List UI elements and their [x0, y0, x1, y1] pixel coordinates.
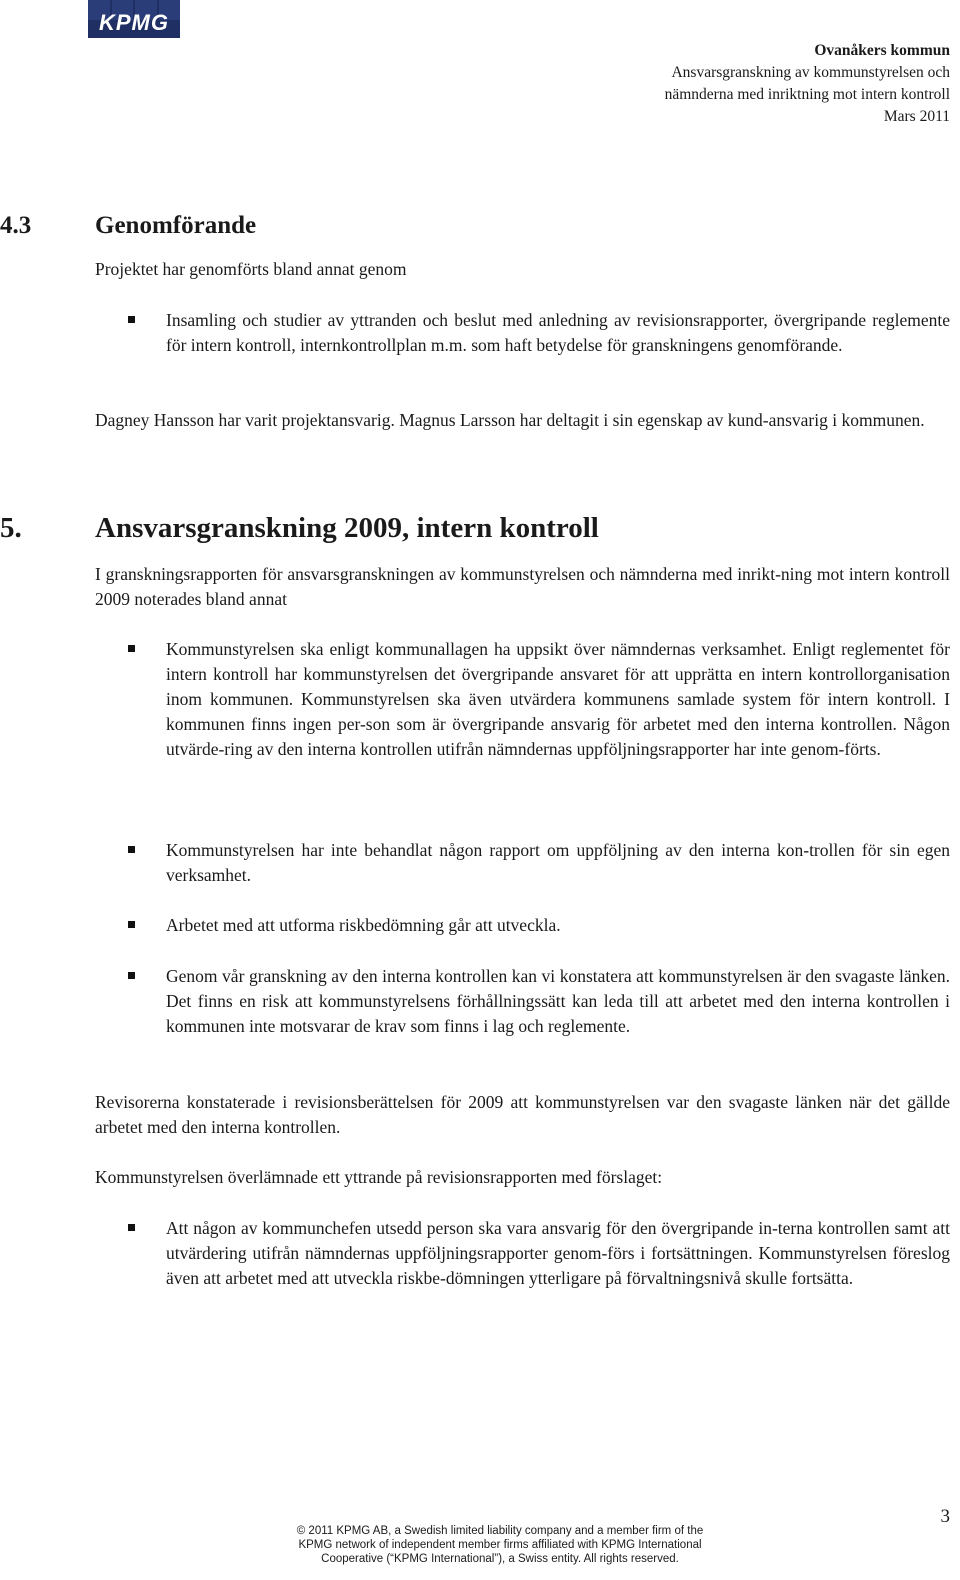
bullet-square-icon [128, 846, 135, 853]
bullet-square-icon [128, 316, 135, 323]
bullet-item [128, 964, 950, 1039]
section-5-handover: Kommunstyrelsen överlämnade ett yttrande på revisionsrapporten med förslaget: [95, 1167, 663, 1187]
section-5-revisors: Revisorerna konstaterade i revisionsberättelsen för 2009 att kommunstyrelsen var den svagaste länken när det gällde arbetet med den interna kontrollen. [95, 1092, 950, 1137]
section-4-3-staff: Dagney Hansson har varit projektansvarig. Magnus Larsson har deltagit i sin egenskap av kund-ansvarig i kommunen. [95, 410, 925, 430]
header-title-line2: nämnderna med inriktning mot intern kontroll [664, 86, 950, 103]
section-4-3-number: 4.3 [0, 212, 32, 239]
bullet-item [128, 308, 950, 358]
section-4-3-title: Genomförande [95, 212, 257, 239]
bullet-square-icon [128, 1224, 135, 1231]
bullet-item [128, 1216, 950, 1291]
logo-text: KPMG [99, 10, 169, 35]
section-4-3-heading [0, 212, 256, 240]
header-date: Mars 2011 [883, 108, 950, 125]
section-4-3-intro: Projektet har genomförts bland annat genom [95, 259, 407, 279]
bullet-square-icon [128, 972, 135, 979]
footer-line1: © 2011 KPMG AB, a Swedish limited liability company and a member firm of the [296, 1525, 704, 1537]
bullet-text: Insamling och studier av yttranden och beslut med anledning av revisionsrapporter, övergripande reglemente för intern kontroll, internkontrollplan m.m. som haft betydelse för granskningens genomförande. [166, 310, 950, 355]
page-number: 3 [940, 1506, 950, 1527]
footer [270, 1524, 730, 1566]
section-5-heading [0, 512, 599, 545]
document-header [665, 40, 950, 128]
bullet-item [128, 637, 950, 762]
bullet-text: Att någon av kommunchefen utsedd person ska vara ansvarig för den övergripande in-terna kontrollen samt att utvärdering utifrån nämndernas uppföljningsrapporter genom-förs i fortsättningen. Kommunstyrelsen föreslog även att arbetet med att utveckla riskbe-dömningen ytterligare på förvaltningsnivå skulle fortsätta. [166, 1218, 950, 1288]
header-title-line1: Ansvarsgranskning av kommunstyrelsen och [671, 64, 950, 81]
bullet-text: Kommunstyrelsen ska enligt kommunallagen ha uppsikt över nämndernas verksamhet. Enligt reglementet för intern kontroll har kommunstyrelsen det övergripande ansvaret för att upprätta en intern kontrollorganisation inom kommunen. Kommunstyrelsen ska även utvärdera kommunens samlade system för intern kontroll. I kommunen finns ingen per-son som är övergripande ansvarig för arbetet med den interna kontrollen. Någon utvärde-ring av den interna kontrollen utifrån nämndernas uppföljningsrapporter har inte genom-förts. [166, 639, 950, 759]
bullet-square-icon [128, 645, 135, 652]
bullet-text: Arbetet med att utforma riskbedömning går att utveckla. [166, 915, 561, 935]
section-5-number: 5. [0, 512, 22, 544]
footer-line3: Cooperative (“KPMG International”), a Swiss entity. All rights reserved. [321, 1553, 679, 1565]
header-organization: Ovanåkers kommun [814, 42, 950, 59]
kpmg-logo [88, 0, 180, 38]
section-5-intro: I granskningsrapporten för ansvarsgranskningen av kommunstyrelsen och nämnderna med inrikt-ning mot intern kontroll 2009 noterades bland annat [95, 564, 950, 609]
bullet-text: Kommunstyrelsen har inte behandlat någon rapport om uppföljning av den interna kon-trollen för sin egen verksamhet. [166, 840, 950, 885]
bullet-square-icon [128, 921, 135, 928]
bullet-text: Genom vår granskning av den interna kontrollen kan vi konstatera att kommunstyrelsen är den svagaste länken. Det finns en risk att kommunstyrelsens förhållningssätt kan leda till att arbetet med den interna kontrollen i kommunen inte motsvarar de krav som finns i lag och reglemente. [166, 966, 950, 1036]
bullet-item [128, 838, 950, 888]
section-5-title: Ansvarsgranskning 2009, intern kontroll [95, 512, 599, 544]
bullet-item [128, 913, 950, 938]
footer-line2: KPMG network of independent member firms affiliated with KPMG International [298, 1539, 702, 1551]
